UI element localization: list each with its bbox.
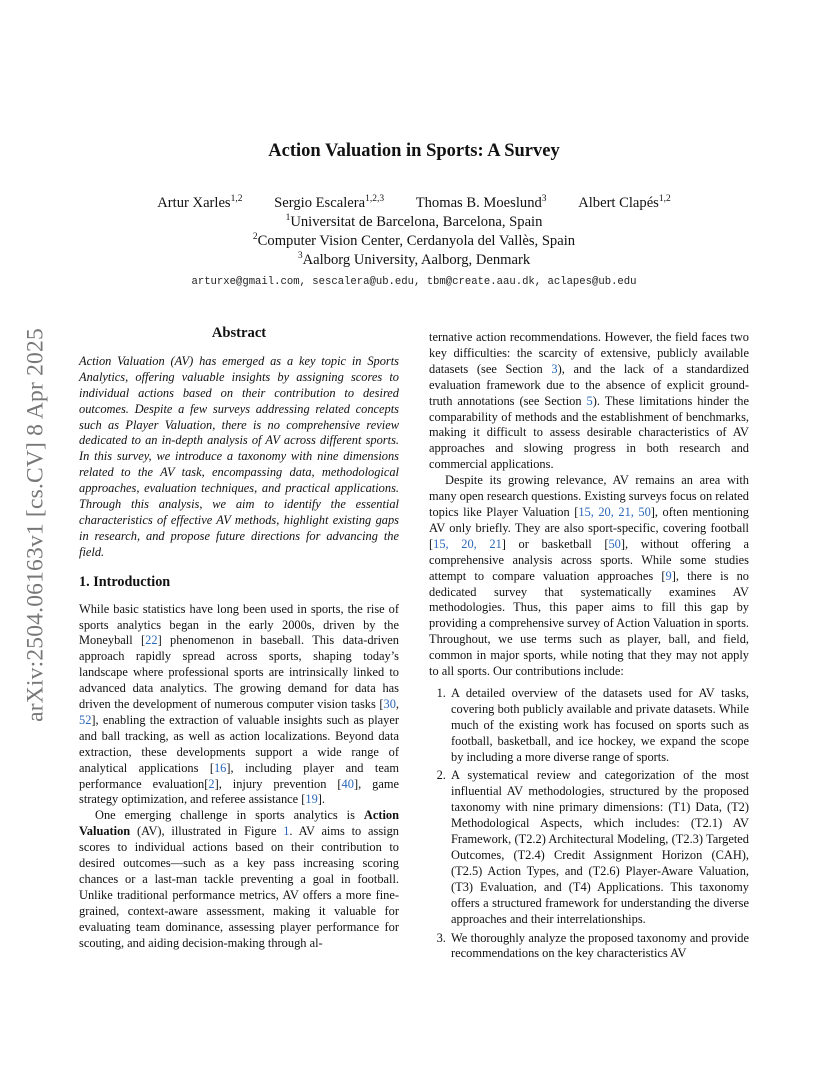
citation-link[interactable]: 40 (341, 776, 354, 791)
affiliation: $^2$Computer Vision Center, Cerdanyola del Vallès, Spain (252, 232, 576, 249)
citation-link[interactable]: 19 (305, 792, 318, 807)
author: Sergio Escalera$^{1,2,3}$ (274, 194, 385, 211)
introduction-heading: 1. Introduction (79, 573, 171, 590)
contribution-item: 1. A detailed overview of the datasets used for AV tasks, covering both publicly available and private datasets. While much of the existing work has focused on sports such as football, basketball, and ice hockey, we expand the scope by including a more diverse range of sports. (449, 686, 749, 766)
author-emails: arturxe@gmail.com, sescalera@ub.edu, tbm@create.aau.dk, aclapes@ub.edu (191, 276, 637, 288)
author: Artur Xarles$^{1,2}$ (157, 194, 243, 211)
citation-link[interactable]: 50 (608, 536, 621, 551)
arxiv-id-text: arXiv:2504.06163v1 [cs.CV] 8 Apr 2025 (22, 328, 49, 722)
citation-link[interactable]: 15, 20, 21, 50 (578, 504, 651, 519)
citation-link[interactable]: 52 (79, 712, 92, 727)
figure-link[interactable]: 1 (283, 824, 290, 839)
contribution-item: 2. A systematical review and categorization of the most influential AV methodologies, structured by the proposed taxonomy with nine primary dimensions: (T1) Data, (T2) Methodological Aspects, which includes: (T2.1) AV Framework, (T2.2) Architectural Modeling, (T2.3) Targeted Outcomes, (T2.4) Credit Assignment Horizon (CAH), (T2.5) Action Types, and (T2.6) Player-Aware Valuation, (T3) Evaluation, and (T4) Applications. This taxonomy offers a structured framework for understanding the diverse approaches and their interrelationships. (449, 768, 749, 927)
left-column (79, 326, 399, 952)
citation-link[interactable]: 30 (383, 697, 396, 712)
paper-title: Action Valuation in Sports: A Survey (268, 141, 560, 161)
contributions-list (429, 686, 749, 962)
author: Albert Clapés$^{1,2}$ (578, 194, 671, 211)
intro-paragraph-2-continued: ternative action recommendations. However, the field faces two key difficulties: the scarcity of extensive, publicly available datasets (see Section 3), and the lack of a standardized evaluation framework due to the absence of explicit ground-truth annotations (see Section 5). These limitations hinder the comparability of methods and the establishment of benchmarks, making it difficult to assess desirable characteristics of AV approaches and slowing progress in both research and commercial applications. (429, 330, 749, 472)
citation-link[interactable]: 9 (665, 568, 672, 583)
author: Thomas B. Moeslund$^3$ (415, 194, 547, 211)
intro-paragraph-1: While basic statistics have long been used in sports, the rise of sports analytics began in the early 2000s, driven by the Moneyball [22] phenomenon in baseball. This data-driven approach rapidly spread across sports, shaping today’s landscape where professional sports are intrinsically linked to advanced data analytics. The growing demand for data has driven the development of numerous computer vision tasks [30, 52], enabling the extraction of valuable insights such as player and ball tracking, as well as action localizations. Beyond data extraction, these developments support a wide range of analytical applications [16], including player and team performance evaluation[2], injury prevention [40], game strategy optimization, and referee assistance [19]. (79, 601, 400, 807)
affiliation-list (0, 213, 828, 270)
citation-link[interactable]: 15, 20, 21 (433, 536, 502, 551)
citation-link[interactable]: 16 (213, 760, 227, 775)
abstract-body: Action Valuation (AV) has emerged as a key topic in Sports Analytics, offering valuable insights by assigning scores to individual actions based on their contribution to desired outcomes. Despite a few surveys addressing related concepts such as Player Valuation, there is no comprehensive review dedicated to an in-depth analysis of AV across different sports. In this survey, we introduce a taxonomy with nine dimensions related to the AV task, encompassing data, methodological approaches, evaluation techniques, and practical applications. Through this analysis, we aim to identify the essential characteristics of effective AV methods, highlight existing gaps in research, and propose future directions for advancing the field. (79, 353, 399, 559)
arxiv-side-identifier (22, 290, 50, 760)
contribution-item: 3. We thoroughly analyze the proposed taxonomy and provide recommendations on the key characteristics AV (449, 931, 749, 963)
intro-paragraph-3: Despite its growing relevance, AV remains an area with many open research questions. Existing surveys focus on related topics like Player Valuation [15, 20, 21, 50], often mentioning AV only briefly. They are also sport-specific, covering football [15, 20, 21] or basketball [50], without offering a comprehensive analysis across sports. While some studies attempt to compare valuation approaches [9], there is no dedicated survey that systematically examines AV methodologies. Thus, this paper aims to fill this gap by providing a comprehensive survey of Action Valuation in sports. Throughout, we use terms such as player, ball, and field, common in major sports, while noting that they may not apply to all sports. Our contributions include: (429, 473, 750, 679)
right-column (429, 330, 749, 965)
affiliation: $^3$Aalborg University, Aalborg, Denmark (297, 251, 531, 268)
section-link[interactable]: 5 (586, 393, 593, 408)
citation-link[interactable]: 22 (145, 633, 158, 648)
abstract-heading: Abstract (211, 325, 267, 341)
author-list (0, 195, 828, 212)
intro-paragraph-2: One emerging challenge in sports analytics is Action Valuation (AV), illustrated in Figure 1. AV aims to assign scores to individual actions based on their contribution to desired outcomes—such as a key pass increasing scoring chances or a last-man tackle preventing a goal in football. Unlike traditional performance metrics, AV offers a more fine-grained, context-aware assessment, making it valuable for evaluating team dominance, assessing player performance for scouting, and aiding decision-making through al- (79, 808, 399, 950)
citation-link[interactable]: 2 (208, 776, 215, 791)
affiliation: $^1$Universitat de Barcelona, Barcelona, Spain (285, 213, 543, 230)
action-valuation-term: Action Valuation (79, 808, 399, 839)
section-link[interactable]: 3 (551, 361, 558, 376)
